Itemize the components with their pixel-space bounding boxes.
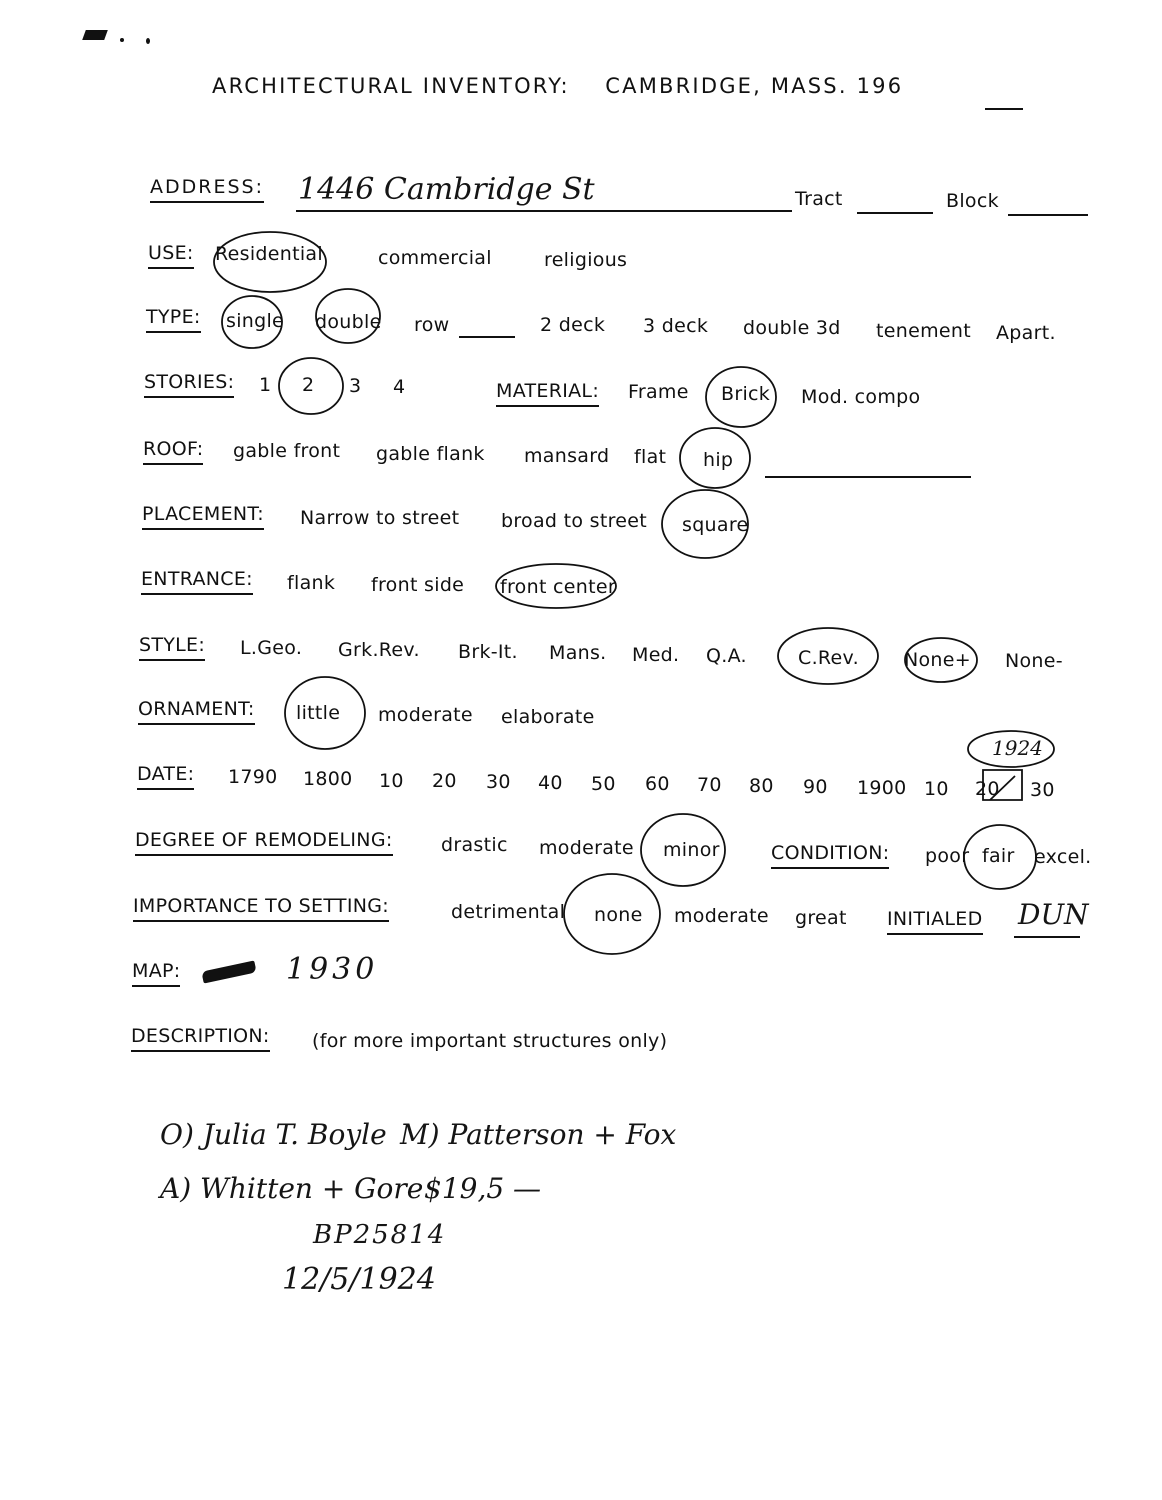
- style-option-med[interactable]: Med.: [632, 644, 680, 666]
- use-option-residential[interactable]: Residential: [215, 243, 323, 265]
- condition-option-fair[interactable]: fair: [982, 845, 1015, 867]
- note-mason: M) Patterson + Fox: [400, 1118, 677, 1151]
- entrance-option-front-side[interactable]: front side: [371, 574, 465, 596]
- stories-option-3[interactable]: 3: [349, 375, 362, 397]
- importance-label: IMPORTANCE TO SETTING:: [133, 895, 389, 922]
- date-option[interactable]: 60: [645, 773, 670, 795]
- style-label: STYLE:: [139, 634, 205, 661]
- note-cost: $19,5 —: [424, 1172, 542, 1205]
- type-option-double[interactable]: double: [315, 311, 382, 333]
- placement-option-square[interactable]: square: [682, 514, 749, 536]
- material-label: MATERIAL:: [496, 380, 599, 407]
- importance-option-moderate[interactable]: moderate: [674, 905, 769, 927]
- date-option[interactable]: 30: [486, 771, 511, 793]
- ornament-option-moderate[interactable]: moderate: [378, 704, 473, 726]
- roof-option-gable-flank[interactable]: gable flank: [376, 443, 485, 465]
- date-label: DATE:: [137, 763, 194, 790]
- type-option-row[interactable]: row: [414, 314, 450, 336]
- placement-option-narrow[interactable]: Narrow to street: [300, 507, 460, 529]
- roof-option-flat[interactable]: flat: [634, 446, 667, 468]
- note-permit: BP25814: [313, 1220, 447, 1250]
- roof-label: ROOF:: [143, 438, 203, 465]
- use-option-commercial[interactable]: commercial: [378, 247, 492, 269]
- address-line: [296, 210, 792, 212]
- type-option-single[interactable]: single: [226, 310, 285, 332]
- placement-label: PLACEMENT:: [142, 503, 264, 530]
- corner-dot: [120, 38, 124, 42]
- form-title: [212, 74, 903, 98]
- type-option-double-3d[interactable]: double 3d: [743, 317, 841, 339]
- style-option-mans[interactable]: Mans.: [549, 642, 607, 664]
- importance-option-none[interactable]: none: [594, 904, 643, 926]
- map-marker: [201, 961, 256, 984]
- remodeling-option-minor[interactable]: minor: [663, 839, 720, 861]
- importance-option-great[interactable]: great: [795, 907, 847, 929]
- year-blank[interactable]: [985, 108, 1023, 110]
- address-label: ADDRESS:: [150, 176, 264, 203]
- date-option[interactable]: 50: [591, 773, 616, 795]
- corner-dot: [146, 38, 150, 44]
- use-label: USE:: [148, 242, 194, 269]
- stories-option-1[interactable]: 1: [259, 374, 272, 396]
- use-option-religious[interactable]: religious: [544, 249, 628, 271]
- title-year: 196: [856, 74, 904, 98]
- date-option[interactable]: 30: [1030, 779, 1055, 801]
- date-option[interactable]: 10: [379, 770, 404, 792]
- roof-option-gable-front[interactable]: gable front: [233, 440, 341, 462]
- remodeling-option-drastic[interactable]: drastic: [441, 834, 508, 856]
- type-label: TYPE:: [146, 306, 201, 333]
- remodeling-option-moderate[interactable]: moderate: [539, 837, 634, 859]
- date-option[interactable]: 20: [975, 778, 1000, 800]
- type-row-blank[interactable]: [459, 336, 515, 338]
- note-owner: O) Julia T. Boyle: [160, 1118, 387, 1151]
- map-value[interactable]: 1930: [286, 952, 379, 987]
- note-architect: A) Whitten + Gore: [160, 1172, 424, 1205]
- stories-option-4[interactable]: 4: [393, 376, 406, 398]
- roof-option-hip[interactable]: hip: [703, 449, 734, 471]
- description-label: DESCRIPTION:: [131, 1025, 270, 1052]
- style-option-none-minus[interactable]: None-: [1005, 650, 1063, 672]
- initialed-line: [1014, 936, 1080, 938]
- entrance-label: ENTRANCE:: [141, 568, 253, 595]
- entrance-option-front-center[interactable]: front center: [500, 576, 616, 598]
- date-option[interactable]: 1900: [857, 777, 907, 799]
- map-label: MAP:: [132, 960, 180, 987]
- type-option-3-deck[interactable]: 3 deck: [643, 315, 709, 337]
- date-option[interactable]: 1800: [303, 768, 353, 790]
- title-main: ARCHITECTURAL INVENTORY:: [212, 74, 570, 98]
- type-option-apart[interactable]: Apart.: [996, 322, 1056, 344]
- entrance-option-flank[interactable]: flank: [287, 572, 336, 594]
- date-option[interactable]: 1790: [228, 766, 278, 788]
- address-value[interactable]: 1446 Cambridge St: [298, 172, 595, 207]
- condition-label: CONDITION:: [771, 842, 889, 869]
- type-option-tenement[interactable]: tenement: [876, 320, 971, 342]
- ornament-option-elaborate[interactable]: elaborate: [501, 706, 595, 728]
- style-option-qa[interactable]: Q.A.: [706, 645, 747, 667]
- type-option-2-deck[interactable]: 2 deck: [540, 314, 606, 336]
- ornament-label: ORNAMENT:: [138, 698, 255, 725]
- block-blank[interactable]: [1008, 214, 1088, 216]
- style-option-brkit[interactable]: Brk-It.: [458, 641, 518, 663]
- note-date: 12/5/1924: [282, 1262, 436, 1297]
- style-option-none-plus[interactable]: None+: [904, 649, 971, 671]
- date-option[interactable]: 90: [803, 776, 828, 798]
- tract-label: Tract: [795, 188, 843, 210]
- stories-label: STORIES:: [144, 371, 234, 398]
- roof-option-mansard[interactable]: mansard: [524, 445, 610, 467]
- description-note: (for more important structures only): [312, 1030, 668, 1052]
- roof-other-blank[interactable]: [765, 476, 971, 478]
- date-option[interactable]: 70: [697, 774, 722, 796]
- tract-blank[interactable]: [857, 212, 933, 214]
- condition-option-poor[interactable]: poor: [925, 845, 970, 867]
- style-option-crev[interactable]: C.Rev.: [798, 647, 859, 669]
- material-option-frame[interactable]: Frame: [628, 381, 689, 403]
- style-option-lgeo[interactable]: L.Geo.: [240, 637, 303, 659]
- initialed-label: INITIALED: [887, 908, 983, 935]
- date-annotation: 1924: [992, 736, 1043, 760]
- initialed-value[interactable]: DUN: [1018, 898, 1089, 931]
- date-option[interactable]: 20: [432, 770, 457, 792]
- remodeling-label: DEGREE OF REMODELING:: [135, 829, 393, 856]
- material-option-mod-compo[interactable]: Mod. compo: [801, 386, 921, 408]
- title-place: CAMBRIDGE, MASS.: [605, 74, 848, 98]
- stories-option-2[interactable]: 2: [302, 374, 315, 396]
- placement-option-broad[interactable]: broad to street: [501, 510, 648, 532]
- date-option[interactable]: 80: [749, 775, 774, 797]
- corner-mark: [82, 30, 108, 40]
- date-option[interactable]: 10: [924, 778, 949, 800]
- importance-option-detrimental[interactable]: detrimental: [451, 901, 566, 923]
- date-option[interactable]: 40: [538, 772, 563, 794]
- block-label: Block: [946, 190, 999, 212]
- ornament-option-little[interactable]: little: [296, 702, 341, 724]
- material-option-brick[interactable]: Brick: [721, 383, 771, 405]
- condition-option-excel[interactable]: excel.: [1034, 846, 1092, 868]
- style-option-grkrev[interactable]: Grk.Rev.: [338, 639, 420, 661]
